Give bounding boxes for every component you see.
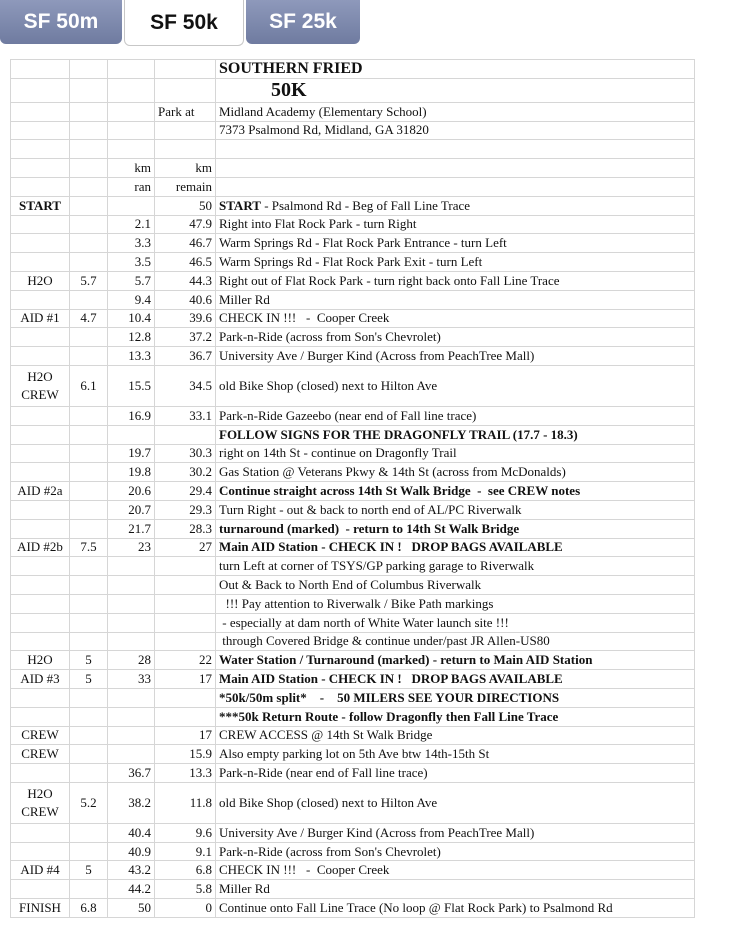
segment-distance-cell[interactable]: 5 bbox=[70, 651, 108, 670]
segment-distance-cell[interactable] bbox=[70, 500, 108, 519]
station-cell[interactable] bbox=[11, 594, 70, 613]
table-row bbox=[11, 328, 695, 347]
station-cell[interactable]: H2O CREW bbox=[11, 782, 70, 823]
segment-distance-cell[interactable] bbox=[70, 726, 108, 745]
segment-distance-cell[interactable] bbox=[70, 347, 108, 366]
table-row bbox=[11, 102, 695, 121]
direction-cell[interactable]: Miller Rd bbox=[216, 880, 695, 899]
direction-cell[interactable]: Miller Rd bbox=[216, 290, 695, 309]
direction-cell[interactable]: Continue straight across 14th St Walk Bridge - see CREW notes bbox=[216, 482, 695, 501]
km-ran-cell[interactable] bbox=[108, 707, 155, 726]
km-ran-cell[interactable]: 33 bbox=[108, 670, 155, 689]
km-remain-cell[interactable]: 27 bbox=[155, 538, 216, 557]
station-cell[interactable]: FINISH bbox=[11, 899, 70, 918]
table-row bbox=[11, 707, 695, 726]
km-ran-cell[interactable] bbox=[108, 726, 155, 745]
direction-cell[interactable]: Park-n-Ride (across from Son's Chevrolet) bbox=[216, 328, 695, 347]
segment-distance-cell[interactable] bbox=[70, 482, 108, 501]
km-ran-header-top[interactable]: km bbox=[108, 159, 155, 178]
direction-cell[interactable]: - especially at dam north of White Water launch site !!! bbox=[216, 613, 695, 632]
station-cell[interactable] bbox=[11, 707, 70, 726]
segment-distance-cell[interactable]: 6.8 bbox=[70, 899, 108, 918]
segment-distance-cell[interactable]: 5.7 bbox=[70, 271, 108, 290]
km-remain-header-bottom[interactable]: remain bbox=[155, 177, 216, 196]
tab-sf-50m[interactable]: SF 50m bbox=[0, 0, 122, 44]
direction-cell[interactable]: Right into Flat Rock Park - turn Right bbox=[216, 215, 695, 234]
station-cell[interactable]: CREW bbox=[11, 726, 70, 745]
km-ran-cell[interactable]: 40.9 bbox=[108, 842, 155, 861]
table-row bbox=[11, 576, 695, 595]
km-ran-cell[interactable]: 38.2 bbox=[108, 782, 155, 823]
km-ran-cell[interactable]: 28 bbox=[108, 651, 155, 670]
table-row bbox=[11, 444, 695, 463]
station-cell[interactable]: H2O bbox=[11, 271, 70, 290]
km-remain-cell[interactable]: 47.9 bbox=[155, 215, 216, 234]
table-row bbox=[11, 271, 695, 290]
table-row bbox=[11, 557, 695, 576]
km-ran-cell[interactable] bbox=[108, 745, 155, 764]
km-ran-cell[interactable]: 10.4 bbox=[108, 309, 155, 328]
segment-distance-cell[interactable]: 5.2 bbox=[70, 782, 108, 823]
direction-cell[interactable]: University Ave / Burger Kind (Across from PeachTree Mall) bbox=[216, 347, 695, 366]
direction-cell[interactable]: Also empty parking lot on 5th Ave btw 14th-15th St bbox=[216, 745, 695, 764]
station-cell[interactable]: AID #4 bbox=[11, 861, 70, 880]
segment-distance-cell[interactable] bbox=[70, 328, 108, 347]
km-remain-cell[interactable]: 29.3 bbox=[155, 500, 216, 519]
km-ran-cell[interactable]: 20.6 bbox=[108, 482, 155, 501]
km-ran-cell[interactable]: 19.7 bbox=[108, 444, 155, 463]
cell[interactable] bbox=[70, 159, 108, 178]
table-row bbox=[11, 670, 695, 689]
station-cell[interactable] bbox=[11, 406, 70, 425]
cell[interactable] bbox=[70, 102, 108, 121]
km-remain-cell[interactable]: 39.6 bbox=[155, 309, 216, 328]
km-remain-cell[interactable]: 50 bbox=[155, 196, 216, 215]
km-remain-cell[interactable] bbox=[155, 557, 216, 576]
km-ran-cell[interactable]: 19.8 bbox=[108, 463, 155, 482]
km-ran-cell[interactable] bbox=[108, 576, 155, 595]
segment-distance-cell[interactable] bbox=[70, 215, 108, 234]
km-ran-cell[interactable]: 9.4 bbox=[108, 290, 155, 309]
direction-cell[interactable]: Continue onto Fall Line Trace (No loop @ Flat Rock Park) to Psalmond Rd bbox=[216, 899, 695, 918]
km-ran-cell[interactable] bbox=[108, 196, 155, 215]
km-ran-cell[interactable]: 2.1 bbox=[108, 215, 155, 234]
segment-distance-cell[interactable] bbox=[70, 594, 108, 613]
km-remain-cell[interactable]: 9.1 bbox=[155, 842, 216, 861]
cell[interactable] bbox=[70, 60, 108, 79]
direction-cell[interactable]: Park-n-Ride (across from Son's Chevrolet) bbox=[216, 842, 695, 861]
segment-distance-cell[interactable] bbox=[70, 632, 108, 651]
segment-distance-cell[interactable] bbox=[70, 444, 108, 463]
table-row bbox=[11, 406, 695, 425]
direction-cell[interactable]: ***50k Return Route - follow Dragonfly then Fall Line Trace bbox=[216, 707, 695, 726]
cell[interactable] bbox=[108, 140, 155, 159]
table-row bbox=[11, 899, 695, 918]
station-cell[interactable] bbox=[11, 234, 70, 253]
km-ran-cell[interactable]: 16.9 bbox=[108, 406, 155, 425]
station-cell[interactable] bbox=[11, 290, 70, 309]
segment-distance-cell[interactable] bbox=[70, 290, 108, 309]
direction-cell[interactable]: Gas Station @ Veterans Pkwy & 14th St (across from McDonalds) bbox=[216, 463, 695, 482]
cell[interactable] bbox=[11, 102, 70, 121]
km-ran-cell[interactable]: 50 bbox=[108, 899, 155, 918]
km-remain-cell[interactable]: 44.3 bbox=[155, 271, 216, 290]
cell[interactable] bbox=[11, 60, 70, 79]
station-cell[interactable] bbox=[11, 347, 70, 366]
table-row bbox=[11, 764, 695, 783]
table-row bbox=[11, 632, 695, 651]
cell[interactable] bbox=[70, 140, 108, 159]
km-ran-header-bottom[interactable]: ran bbox=[108, 177, 155, 196]
table-row bbox=[11, 880, 695, 899]
direction-cell[interactable]: Main AID Station - CHECK IN ! DROP BAGS AVAILABLE bbox=[216, 670, 695, 689]
km-ran-cell[interactable] bbox=[108, 594, 155, 613]
segment-distance-cell[interactable] bbox=[70, 557, 108, 576]
table-row bbox=[11, 463, 695, 482]
tab-sf-50k[interactable]: SF 50k bbox=[124, 0, 244, 46]
cell[interactable] bbox=[155, 60, 216, 79]
table-row bbox=[11, 196, 695, 215]
cell[interactable] bbox=[11, 78, 70, 102]
direction-cell[interactable]: START - Psalmond Rd - Beg of Fall Line Trace bbox=[216, 196, 695, 215]
table-row bbox=[11, 234, 695, 253]
direction-cell[interactable]: turnaround (marked) - return to 14th St Walk Bridge bbox=[216, 519, 695, 538]
segment-distance-cell[interactable]: 6.1 bbox=[70, 365, 108, 406]
direction-cell[interactable]: CREW ACCESS @ 14th St Walk Bridge bbox=[216, 726, 695, 745]
segment-distance-cell[interactable] bbox=[70, 707, 108, 726]
km-remain-cell[interactable]: 34.5 bbox=[155, 365, 216, 406]
cell[interactable] bbox=[11, 177, 70, 196]
segment-distance-cell[interactable]: 5 bbox=[70, 670, 108, 689]
direction-cell[interactable]: Water Station / Turnaround (marked) - return to Main AID Station bbox=[216, 651, 695, 670]
table-row bbox=[11, 140, 695, 159]
km-ran-cell[interactable]: 12.8 bbox=[108, 328, 155, 347]
km-remain-cell[interactable]: 6.8 bbox=[155, 861, 216, 880]
km-ran-cell[interactable]: 20.7 bbox=[108, 500, 155, 519]
km-remain-cell[interactable] bbox=[155, 613, 216, 632]
station-cell[interactable]: H2O CREW bbox=[11, 365, 70, 406]
km-remain-cell[interactable]: 40.6 bbox=[155, 290, 216, 309]
cell[interactable] bbox=[70, 78, 108, 102]
table-row bbox=[11, 861, 695, 880]
km-ran-cell[interactable]: 5.7 bbox=[108, 271, 155, 290]
cell[interactable] bbox=[155, 140, 216, 159]
km-remain-cell[interactable]: 5.8 bbox=[155, 880, 216, 899]
station-cell[interactable]: START bbox=[11, 196, 70, 215]
direction-cell[interactable]: Warm Springs Rd - Flat Rock Park Exit - turn Left bbox=[216, 253, 695, 272]
table-row bbox=[11, 651, 695, 670]
km-ran-cell[interactable] bbox=[108, 613, 155, 632]
km-remain-cell[interactable]: 36.7 bbox=[155, 347, 216, 366]
station-cell[interactable] bbox=[11, 688, 70, 707]
km-ran-cell[interactable]: 3.5 bbox=[108, 253, 155, 272]
cell[interactable] bbox=[216, 140, 695, 159]
km-remain-cell[interactable]: 13.3 bbox=[155, 764, 216, 783]
direction-cell[interactable]: Park-n-Ride Gazeebo (near end of Fall line trace) bbox=[216, 406, 695, 425]
direction-cell[interactable]: University Ave / Burger Kind (Across from PeachTree Mall) bbox=[216, 823, 695, 842]
direction-cell[interactable]: Park-n-Ride (near end of Fall line trace) bbox=[216, 764, 695, 783]
location-name[interactable]: Midland Academy (Elementary School) bbox=[216, 102, 695, 121]
cell[interactable] bbox=[216, 177, 695, 196]
km-ran-cell[interactable]: 40.4 bbox=[108, 823, 155, 842]
table-row bbox=[11, 159, 695, 178]
km-remain-cell[interactable]: 37.2 bbox=[155, 328, 216, 347]
table-row bbox=[11, 60, 695, 79]
km-remain-cell[interactable] bbox=[155, 707, 216, 726]
station-cell[interactable]: CREW bbox=[11, 745, 70, 764]
km-remain-cell[interactable]: 46.7 bbox=[155, 234, 216, 253]
table-row bbox=[11, 121, 695, 140]
station-cell[interactable] bbox=[11, 328, 70, 347]
km-ran-cell[interactable] bbox=[108, 688, 155, 707]
table-row bbox=[11, 309, 695, 328]
km-ran-cell[interactable]: 3.3 bbox=[108, 234, 155, 253]
table-row bbox=[11, 215, 695, 234]
station-cell[interactable] bbox=[11, 500, 70, 519]
direction-cell[interactable]: Main AID Station - CHECK IN ! DROP BAGS AVAILABLE bbox=[216, 538, 695, 557]
station-cell[interactable] bbox=[11, 215, 70, 234]
km-remain-cell[interactable]: 17 bbox=[155, 670, 216, 689]
km-remain-cell[interactable]: 22 bbox=[155, 651, 216, 670]
km-ran-cell[interactable] bbox=[108, 632, 155, 651]
segment-distance-cell[interactable] bbox=[70, 842, 108, 861]
direction-cell[interactable]: Out & Back to North End of Columbus Riverwalk bbox=[216, 576, 695, 595]
km-ran-cell[interactable]: 15.5 bbox=[108, 365, 155, 406]
station-cell[interactable]: H2O bbox=[11, 651, 70, 670]
km-remain-cell[interactable]: 9.6 bbox=[155, 823, 216, 842]
km-remain-cell[interactable]: 15.9 bbox=[155, 745, 216, 764]
segment-distance-cell[interactable] bbox=[70, 576, 108, 595]
station-cell[interactable] bbox=[11, 557, 70, 576]
segment-distance-cell[interactable] bbox=[70, 764, 108, 783]
location-address[interactable]: 7373 Psalmond Rd, Midland, GA 31820 bbox=[216, 121, 695, 140]
km-ran-cell[interactable]: 21.7 bbox=[108, 519, 155, 538]
segment-distance-cell[interactable] bbox=[70, 234, 108, 253]
segment-distance-cell[interactable] bbox=[70, 463, 108, 482]
km-ran-cell[interactable]: 44.2 bbox=[108, 880, 155, 899]
direction-cell[interactable]: right on 14th St - continue on Dragonfly Trail bbox=[216, 444, 695, 463]
station-cell[interactable] bbox=[11, 764, 70, 783]
race-distance-title[interactable]: 50K bbox=[216, 78, 695, 102]
km-remain-cell[interactable] bbox=[155, 425, 216, 444]
table-row bbox=[11, 594, 695, 613]
cell[interactable] bbox=[108, 102, 155, 121]
direction-cell[interactable]: FOLLOW SIGNS FOR THE DRAGONFLY TRAIL (17.7 - 18.3) bbox=[216, 425, 695, 444]
segment-distance-cell[interactable] bbox=[70, 425, 108, 444]
segment-distance-cell[interactable] bbox=[70, 196, 108, 215]
km-ran-cell[interactable] bbox=[108, 425, 155, 444]
direction-cell[interactable]: Right out of Flat Rock Park - turn right back onto Fall Line Trace bbox=[216, 271, 695, 290]
cell[interactable] bbox=[11, 159, 70, 178]
table-row bbox=[11, 253, 695, 272]
station-cell[interactable] bbox=[11, 519, 70, 538]
table-row bbox=[11, 177, 695, 196]
cell[interactable] bbox=[70, 121, 108, 140]
station-cell[interactable]: AID #3 bbox=[11, 670, 70, 689]
km-remain-cell[interactable]: 0 bbox=[155, 899, 216, 918]
station-cell[interactable] bbox=[11, 463, 70, 482]
direction-cell[interactable]: CHECK IN !!! - Cooper Creek bbox=[216, 861, 695, 880]
cell[interactable] bbox=[108, 60, 155, 79]
station-cell[interactable]: AID #2a bbox=[11, 482, 70, 501]
table-row bbox=[11, 290, 695, 309]
table-row bbox=[11, 482, 695, 501]
km-remain-cell[interactable]: 46.5 bbox=[155, 253, 216, 272]
table-row bbox=[11, 500, 695, 519]
segment-distance-cell[interactable] bbox=[70, 613, 108, 632]
segment-distance-cell[interactable] bbox=[70, 253, 108, 272]
station-cell[interactable] bbox=[11, 425, 70, 444]
km-ran-cell[interactable]: 13.3 bbox=[108, 347, 155, 366]
direction-cell[interactable]: Warm Springs Rd - Flat Rock Park Entrance - turn Left bbox=[216, 234, 695, 253]
park-label[interactable]: Park at bbox=[155, 102, 216, 121]
cell[interactable] bbox=[11, 140, 70, 159]
direction-cell[interactable]: !!! Pay attention to Riverwalk / Bike Path markings bbox=[216, 594, 695, 613]
cell[interactable] bbox=[155, 78, 216, 102]
km-remain-cell[interactable] bbox=[155, 594, 216, 613]
table-row bbox=[11, 425, 695, 444]
station-cell[interactable] bbox=[11, 880, 70, 899]
km-remain-cell[interactable]: 30.2 bbox=[155, 463, 216, 482]
direction-cell[interactable]: turn Left at corner of TSYS/GP parking garage to Riverwalk bbox=[216, 557, 695, 576]
km-ran-cell[interactable]: 23 bbox=[108, 538, 155, 557]
km-ran-cell[interactable]: 43.2 bbox=[108, 861, 155, 880]
course-directions-table bbox=[10, 59, 695, 918]
table-row bbox=[11, 726, 695, 745]
table-row bbox=[11, 613, 695, 632]
segment-distance-cell[interactable] bbox=[70, 688, 108, 707]
km-remain-header-top[interactable]: km bbox=[155, 159, 216, 178]
km-remain-cell[interactable]: 17 bbox=[155, 726, 216, 745]
direction-cell[interactable]: CHECK IN !!! - Cooper Creek bbox=[216, 309, 695, 328]
km-remain-cell[interactable]: 30.3 bbox=[155, 444, 216, 463]
station-cell[interactable] bbox=[11, 842, 70, 861]
table-row bbox=[11, 782, 695, 823]
station-cell[interactable] bbox=[11, 253, 70, 272]
segment-distance-cell[interactable] bbox=[70, 745, 108, 764]
table-row bbox=[11, 78, 695, 102]
tab-sf-25k[interactable]: SF 25k bbox=[246, 0, 360, 44]
km-remain-cell[interactable]: 33.1 bbox=[155, 406, 216, 425]
cell[interactable] bbox=[155, 121, 216, 140]
direction-cell[interactable]: Turn Right - out & back to north end of AL/PC Riverwalk bbox=[216, 500, 695, 519]
km-remain-cell[interactable] bbox=[155, 632, 216, 651]
station-cell[interactable] bbox=[11, 823, 70, 842]
cell[interactable] bbox=[11, 121, 70, 140]
race-title[interactable]: SOUTHERN FRIED bbox=[216, 60, 695, 79]
table-row bbox=[11, 519, 695, 538]
km-remain-cell[interactable] bbox=[155, 576, 216, 595]
segment-distance-cell[interactable] bbox=[70, 519, 108, 538]
table-row bbox=[11, 347, 695, 366]
cell[interactable] bbox=[70, 177, 108, 196]
direction-cell[interactable]: old Bike Shop (closed) next to Hilton Ave bbox=[216, 365, 695, 406]
sheet-tab-bar bbox=[0, 0, 729, 47]
direction-cell[interactable]: old Bike Shop (closed) next to Hilton Ave bbox=[216, 782, 695, 823]
km-remain-cell[interactable] bbox=[155, 688, 216, 707]
km-ran-cell[interactable] bbox=[108, 557, 155, 576]
segment-distance-cell[interactable]: 4.7 bbox=[70, 309, 108, 328]
table-row bbox=[11, 365, 695, 406]
segment-distance-cell[interactable]: 7.5 bbox=[70, 538, 108, 557]
km-remain-cell[interactable]: 28.3 bbox=[155, 519, 216, 538]
direction-cell[interactable]: *50k/50m split* - 50 MILERS SEE YOUR DIRECTIONS bbox=[216, 688, 695, 707]
station-cell[interactable]: AID #1 bbox=[11, 309, 70, 328]
km-remain-cell[interactable]: 29.4 bbox=[155, 482, 216, 501]
km-ran-cell[interactable]: 36.7 bbox=[108, 764, 155, 783]
segment-distance-cell[interactable] bbox=[70, 406, 108, 425]
table-row bbox=[11, 842, 695, 861]
km-remain-cell[interactable]: 11.8 bbox=[155, 782, 216, 823]
segment-distance-cell[interactable] bbox=[70, 880, 108, 899]
station-cell[interactable]: AID #2b bbox=[11, 538, 70, 557]
cell[interactable] bbox=[108, 78, 155, 102]
table-row bbox=[11, 538, 695, 557]
station-cell[interactable] bbox=[11, 613, 70, 632]
station-cell[interactable] bbox=[11, 444, 70, 463]
table-row bbox=[11, 745, 695, 764]
segment-distance-cell[interactable]: 5 bbox=[70, 861, 108, 880]
cell[interactable] bbox=[108, 121, 155, 140]
station-cell[interactable] bbox=[11, 576, 70, 595]
segment-distance-cell[interactable] bbox=[70, 823, 108, 842]
table-row bbox=[11, 688, 695, 707]
cell[interactable] bbox=[216, 159, 695, 178]
table-row bbox=[11, 823, 695, 842]
direction-cell[interactable]: through Covered Bridge & continue under/past JR Allen-US80 bbox=[216, 632, 695, 651]
station-cell[interactable] bbox=[11, 632, 70, 651]
